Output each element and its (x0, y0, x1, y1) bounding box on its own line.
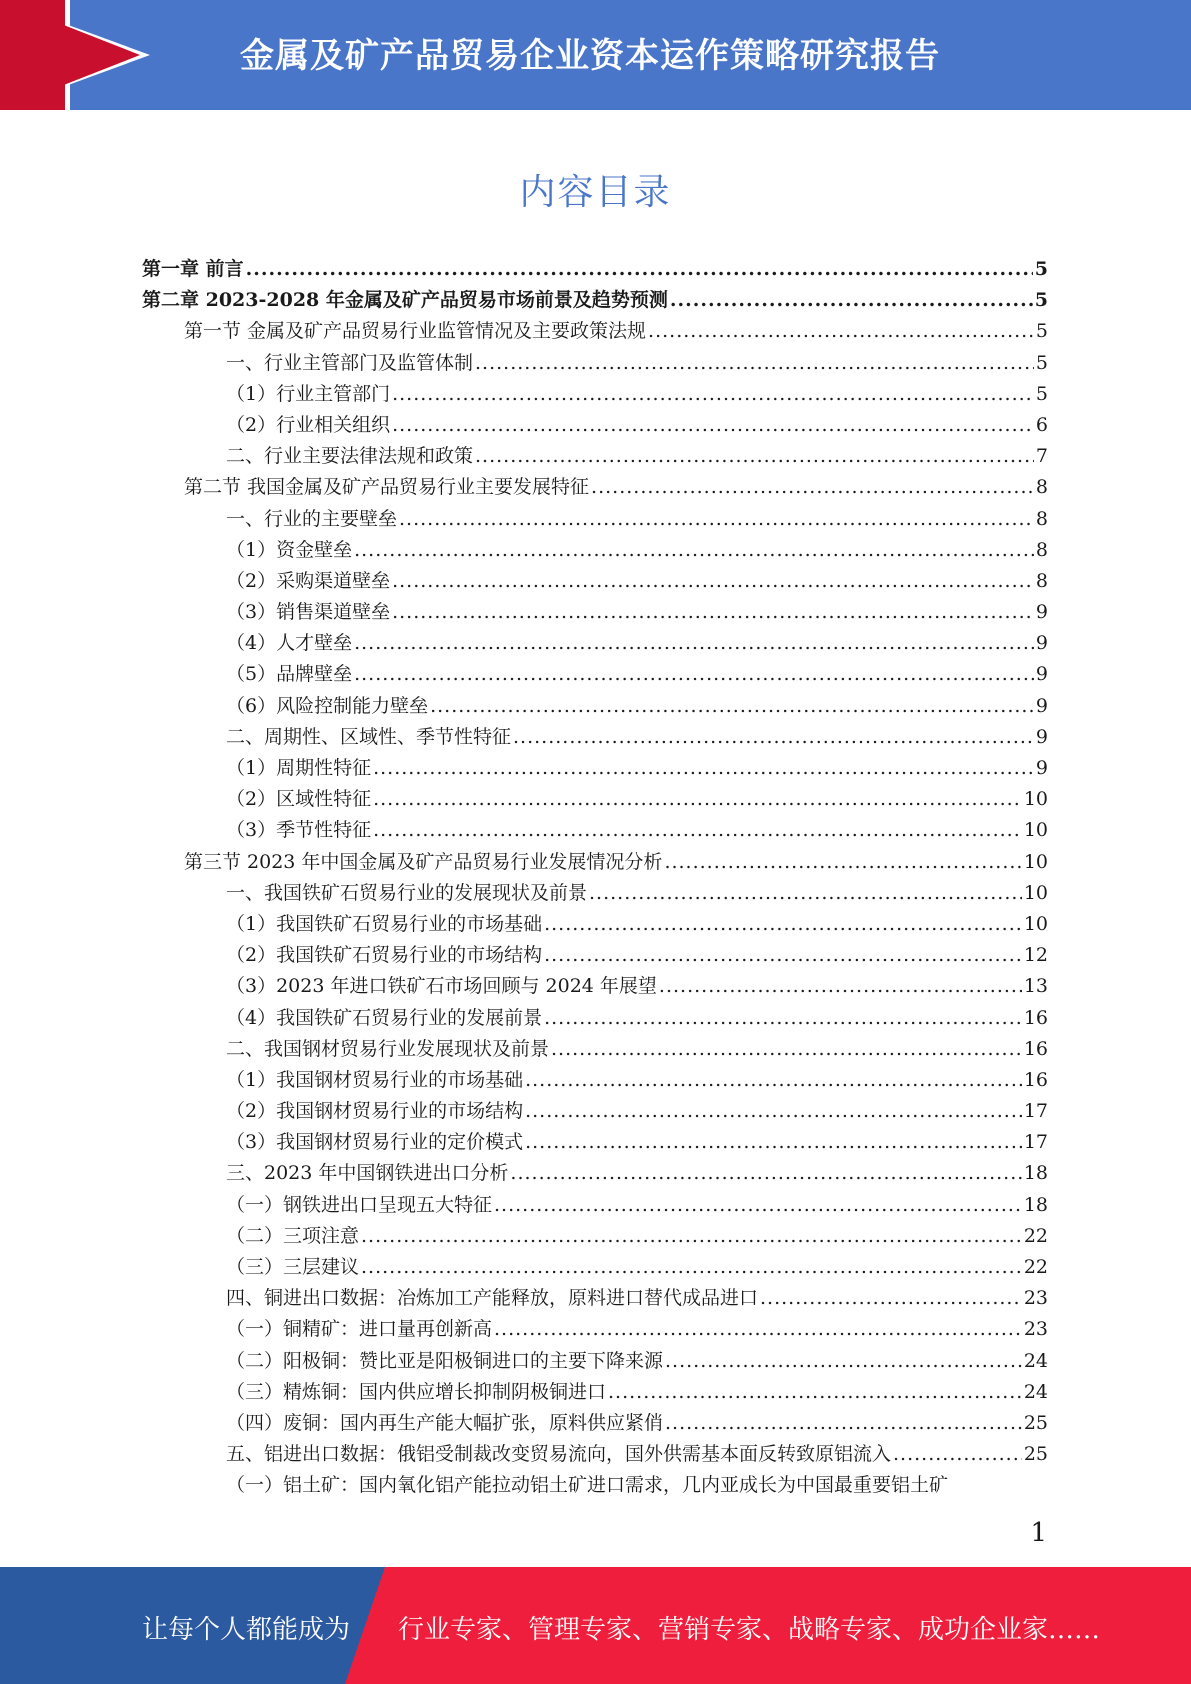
toc-entry-page: 12 (1023, 944, 1048, 967)
toc-entry[interactable] (142, 815, 1048, 846)
toc-dot-leader (659, 971, 1022, 1002)
toc-dot-leader (430, 691, 1034, 722)
toc-entry-page: 10 (1023, 881, 1048, 904)
toc-entry-title: （2）行业相关组织 (226, 413, 391, 436)
toc-entry-title: （2）采购渠道壁垒 (226, 569, 391, 592)
toc-entry-title: （一）钢铁进出口呈现五大特征 (226, 1193, 493, 1216)
toc-entry[interactable] (142, 597, 1048, 628)
toc-entry[interactable] (142, 878, 1048, 909)
toc-entry-title: 四、铜进出口数据：冶炼加工产能释放，原料进口替代成品进口 (226, 1287, 759, 1310)
toc-dot-leader (608, 1377, 1022, 1408)
footer-blue-slant (345, 1567, 385, 1684)
toc-entry-title: （二）三项注意 (226, 1224, 360, 1247)
toc-entry-title: 第二节 我国金属及矿产品贸易行业主要发展特征 (184, 476, 590, 499)
toc-entry-title: 一、行业的主要壁垒 (226, 507, 398, 530)
toc-entry[interactable] (142, 566, 1048, 597)
toc-entry-page: 24 (1023, 1380, 1048, 1403)
toc-entry-title: 一、我国铁矿石贸易行业的发展现状及前景 (226, 881, 588, 904)
toc-entry-title: （3）销售渠道壁垒 (226, 601, 391, 624)
toc-entry-page: 17 (1023, 1131, 1048, 1154)
toc-dot-leader (354, 628, 1034, 659)
toc-entry-page: 16 (1023, 1037, 1048, 1060)
footer-slogan-left: 让每个人都能成为 (142, 1615, 351, 1645)
toc-entry-page: 9 (1035, 663, 1048, 686)
toc-entry-page: 9 (1035, 757, 1048, 779)
toc-entry-page: 9 (1035, 725, 1048, 748)
toc-entry-title: （一）铝土矿：国内氧化铝产能拉动铝土矿进口需求，几内亚成长为中国最重要铝土矿 (226, 1474, 949, 1497)
toc-entry-page: 13 (1023, 975, 1048, 998)
toc-dot-leader (399, 504, 1034, 535)
toc-entry[interactable] (142, 628, 1048, 659)
toc-entry-title: （3）我国钢材贸易行业的定价模式 (226, 1131, 524, 1154)
toc-entry-title: （1）行业主管部门 (226, 382, 391, 405)
toc-entry-page: 25 (1023, 1411, 1048, 1434)
toc-entry[interactable] (142, 1096, 1048, 1127)
toc-dot-leader (494, 1314, 1022, 1345)
toc-dot-leader (475, 348, 1034, 379)
toc-dot-leader (665, 1346, 1022, 1377)
toc-entry[interactable] (142, 1190, 1048, 1221)
toc-entry-title: （1）我国铁矿石贸易行业的市场基础 (226, 912, 543, 935)
toc-entry-title: 二、行业主要法律法规和政策 (226, 445, 474, 468)
toc-entry-page: 17 (1023, 1100, 1048, 1123)
toc-entry-page: 8 (1035, 569, 1048, 592)
toc-entry-title: （2）我国钢材贸易行业的市场结构 (226, 1100, 524, 1123)
footer-banner (0, 1567, 1191, 1684)
toc-dot-leader (373, 784, 1022, 815)
toc-dot-leader (544, 909, 1022, 940)
toc-entry[interactable] (142, 847, 1048, 878)
toc-entry-page: 16 (1023, 1006, 1048, 1029)
toc-entry-page: 10 (1023, 819, 1048, 842)
toc-entry-page: 6 (1035, 413, 1048, 436)
toc-entry-title: （四）废铜：国内再生产能大幅扩张，原料供应紧俏 (226, 1411, 664, 1434)
toc-entry-page: 10 (1023, 788, 1048, 811)
toc-dot-leader (544, 940, 1022, 971)
toc-dot-leader (525, 1096, 1022, 1127)
toc-entry[interactable] (142, 1346, 1048, 1377)
toc-entry-page: 8 (1035, 476, 1048, 499)
toc-entry-title: 三、2023 年中国钢铁进出口分析 (226, 1162, 509, 1185)
toc-entry-page: 22 (1023, 1224, 1048, 1247)
toc-entry[interactable] (142, 410, 1048, 441)
toc-dot-leader (392, 597, 1034, 628)
toc-entry-title: （1）资金壁垒 (226, 538, 353, 561)
toc-entry[interactable] (142, 504, 1048, 535)
table-of-contents (142, 254, 1048, 1502)
toc-entry-page: 5 (1035, 351, 1048, 374)
header-banner (0, 0, 1191, 110)
toc-entry-title: （二）阳极铜：赞比亚是阳极铜进口的主要下降来源 (226, 1349, 664, 1372)
toc-entry[interactable] (142, 1283, 1048, 1314)
toc-entry-page: 5 (1035, 382, 1048, 405)
header-red-chevron (0, 0, 140, 110)
toc-dot-leader (392, 566, 1034, 597)
toc-entry-title: （一）铜精矿：进口量再创新高 (226, 1318, 493, 1341)
toc-entry[interactable] (142, 1158, 1048, 1189)
toc-entry-page: 7 (1035, 445, 1048, 468)
toc-entry-page: 9 (1035, 601, 1048, 624)
toc-entry[interactable] (142, 1221, 1048, 1252)
toc-entry-page: 8 (1035, 507, 1048, 530)
toc-entry[interactable] (142, 940, 1048, 971)
toc-entry-page: 8 (1035, 538, 1048, 561)
toc-dot-leader (373, 815, 1022, 846)
toc-entry-title: 第一节 金属及矿产品贸易行业监管情况及主要政策法规 (184, 320, 647, 343)
toc-dot-leader (525, 1127, 1022, 1158)
toc-dot-leader (760, 1283, 1022, 1314)
toc-dot-leader (354, 659, 1034, 690)
toc-entry-title: （6）风险控制能力壁垒 (226, 694, 429, 717)
toc-entry-page: 16 (1023, 1068, 1048, 1091)
toc-entry-title: （三）精炼铜：国内供应增长抑制阴极铜进口 (226, 1380, 607, 1403)
toc-entry[interactable] (142, 1127, 1048, 1158)
toc-dot-leader (893, 1439, 1022, 1470)
toc-dot-leader (670, 285, 1033, 316)
toc-entry-title: 五、铝进出口数据：俄铝受制裁改变贸易流向，国外供需基本面反转致原铝流入 (226, 1443, 892, 1466)
toc-dot-leader (373, 753, 1034, 784)
toc-entry[interactable] (142, 659, 1048, 690)
toc-entry-page: 18 (1023, 1162, 1048, 1185)
toc-dot-leader (664, 847, 1021, 878)
toc-dot-leader (361, 1221, 1022, 1252)
toc-entry[interactable] (142, 535, 1048, 566)
toc-dot-leader (525, 1065, 1022, 1096)
toc-dot-leader (510, 1158, 1021, 1189)
toc-dot-leader (513, 722, 1034, 753)
toc-entry[interactable] (142, 784, 1048, 815)
toc-entry[interactable] (142, 316, 1048, 347)
toc-entry-title: 一、行业主管部门及监管体制 (226, 351, 474, 374)
toc-heading: 内容目录 (519, 172, 672, 213)
toc-entry-page: 5 (1035, 320, 1048, 343)
toc-entry[interactable] (142, 1470, 1048, 1501)
toc-entry-title: 二、我国钢材贸易行业发展现状及前景 (226, 1037, 550, 1060)
toc-entry-page: 10 (1023, 850, 1048, 873)
toc-dot-leader (544, 1003, 1022, 1034)
toc-entry[interactable] (142, 379, 1048, 410)
toc-entry-title: （3）季节性特征 (226, 819, 372, 842)
toc-entry[interactable] (142, 1314, 1048, 1345)
toc-dot-leader (361, 1252, 1022, 1283)
toc-entry-page: 23 (1023, 1318, 1048, 1341)
toc-entry[interactable] (142, 1003, 1048, 1034)
toc-entry-title: （5）品牌壁垒 (226, 663, 353, 686)
footer-slogan-right: 行业专家、管理专家、营销专家、战略专家、成功企业家…… (398, 1615, 1101, 1645)
toc-entry[interactable] (142, 1034, 1048, 1065)
toc-entry[interactable] (142, 348, 1048, 379)
toc-entry-page: 5 (1034, 258, 1048, 280)
toc-entry-page: 24 (1023, 1349, 1048, 1372)
toc-entry-page: 23 (1023, 1287, 1048, 1310)
toc-dot-leader (392, 379, 1034, 410)
toc-entry[interactable] (142, 1252, 1048, 1283)
toc-entry[interactable] (142, 285, 1048, 316)
toc-entry-page: 22 (1023, 1256, 1048, 1278)
toc-entry[interactable] (142, 971, 1048, 1002)
toc-entry-page: 18 (1023, 1193, 1048, 1216)
toc-entry-page: 9 (1035, 694, 1048, 717)
toc-dot-leader (551, 1034, 1022, 1065)
toc-entry[interactable] (142, 441, 1048, 472)
toc-entry-title: （4）人才壁垒 (226, 632, 353, 655)
page-number: 1 (1030, 1518, 1047, 1548)
toc-dot-leader (591, 472, 1034, 503)
toc-dot-leader (494, 1190, 1022, 1221)
toc-dot-leader (475, 441, 1034, 472)
toc-entry[interactable] (142, 722, 1048, 753)
toc-entry-title: （2）区域性特征 (226, 788, 372, 811)
toc-entry[interactable] (142, 691, 1048, 722)
toc-entry-page: 10 (1023, 912, 1048, 935)
toc-entry-page: 9 (1035, 632, 1048, 655)
toc-dot-leader (589, 878, 1022, 909)
toc-dot-leader (354, 535, 1034, 566)
toc-entry[interactable] (142, 753, 1048, 784)
toc-dot-leader (246, 254, 1033, 285)
toc-entry-title: （4）我国铁矿石贸易行业的发展前景 (226, 1006, 543, 1029)
toc-entry[interactable] (142, 1439, 1048, 1470)
toc-entry[interactable] (142, 909, 1048, 940)
toc-entry-title: （2）我国铁矿石贸易行业的市场结构 (226, 944, 543, 967)
toc-entry-title: 二、周期性、区域性、季节性特征 (226, 725, 512, 748)
toc-entry[interactable] (142, 472, 1048, 503)
toc-entry[interactable] (142, 1408, 1048, 1439)
toc-dot-leader (392, 410, 1034, 441)
toc-entry[interactable] (142, 1065, 1048, 1096)
toc-entry-page: 25 (1023, 1443, 1048, 1466)
toc-entry-title: 第一章 前言 (142, 258, 244, 280)
toc-entry-title: 第二章 2023-2028 年金属及矿产品贸易市场前景及趋势预测 (142, 289, 668, 312)
toc-dot-leader (665, 1408, 1022, 1439)
toc-dot-leader (648, 316, 1034, 347)
toc-entry-title: （1）我国钢材贸易行业的市场基础 (226, 1068, 524, 1091)
toc-entry-title: 第三节 2023 年中国金属及矿产品贸易行业发展情况分析 (184, 850, 663, 873)
toc-entry-title: （三）三层建议 (226, 1256, 360, 1278)
toc-entry-page: 5 (1034, 289, 1048, 312)
toc-entry-title: （1）周期性特征 (226, 757, 372, 779)
toc-entry-title: （3）2023 年进口铁矿石市场回顾与 2024 年展望 (226, 975, 657, 998)
toc-entry[interactable] (142, 254, 1048, 285)
report-title: 金属及矿产品贸易企业资本运作策略研究报告 (240, 36, 940, 76)
toc-entry[interactable] (142, 1377, 1048, 1408)
